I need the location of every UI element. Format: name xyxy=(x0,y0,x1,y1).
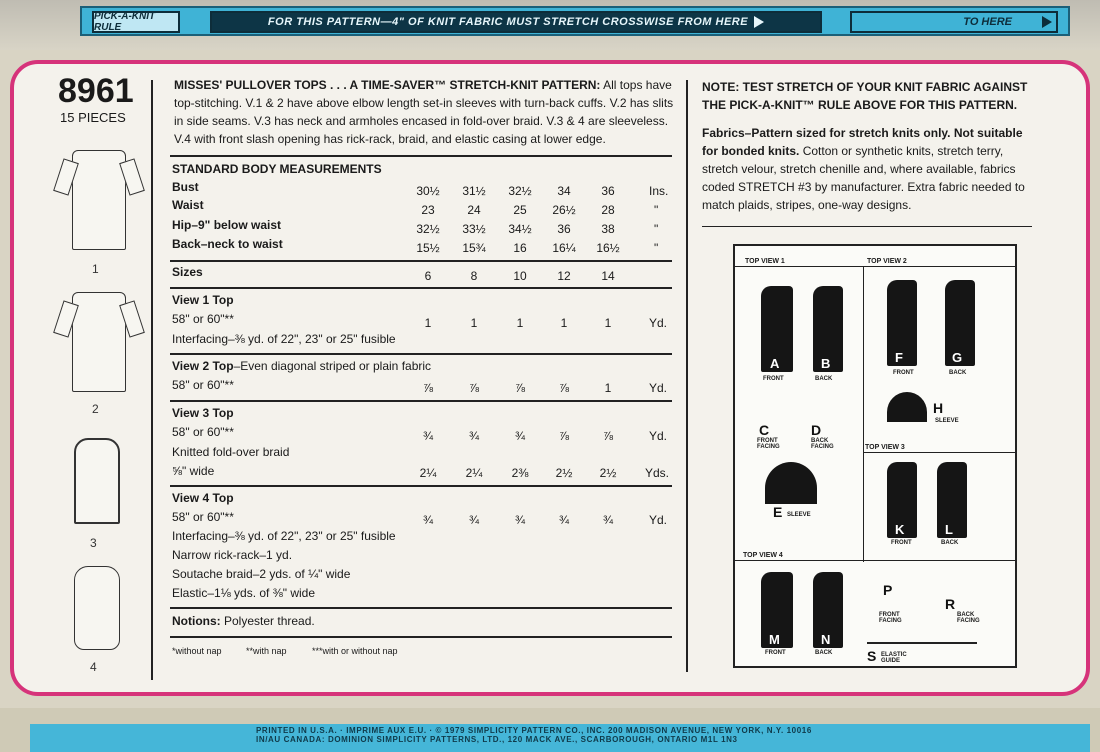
measure-unit: " xyxy=(654,222,659,236)
measurements-heading: STANDARD BODY MEASUREMENTS xyxy=(172,162,382,176)
measure-label: Waist xyxy=(172,198,204,212)
measure-value: 32½ xyxy=(416,222,440,236)
size-value: 14 xyxy=(601,269,615,283)
box-divider xyxy=(863,266,864,562)
pattern-number: 8961 xyxy=(58,72,134,110)
piece-label: FRONT xyxy=(893,370,914,376)
measure-label: Bust xyxy=(172,180,199,194)
measure-value: 34½ xyxy=(508,222,532,236)
piece-label: ELASTIC GUIDE xyxy=(881,652,907,664)
sketch-number: 1 xyxy=(92,262,99,276)
piece-letter: M xyxy=(769,632,780,647)
sketch-view-3 xyxy=(74,438,120,524)
sketch-view-1 xyxy=(72,150,126,250)
piece-label: FRONT FACING xyxy=(879,612,902,624)
measure-unit: Ins. xyxy=(649,184,669,198)
yardage-label: Narrow rick-rack–1 yd. xyxy=(172,548,293,562)
footnote: ***with or without nap xyxy=(312,646,398,656)
measure-value: 36 xyxy=(601,184,615,198)
top-view-label: TOP VIEW 2 xyxy=(867,258,907,265)
sketch-number: 4 xyxy=(90,660,97,674)
piece-label: FRONT xyxy=(765,650,786,656)
yardage-unit: Yd. xyxy=(649,429,668,443)
yardage-value: 1 xyxy=(604,381,612,395)
yardage-value: ⅞ xyxy=(468,381,479,395)
measure-value: 15½ xyxy=(416,241,440,255)
piece-letter: C xyxy=(759,422,770,438)
arrow-right-icon xyxy=(754,16,764,28)
measure-value: 36 xyxy=(557,222,571,236)
section-divider xyxy=(170,607,672,609)
piece-letter: G xyxy=(952,350,963,365)
piece-h xyxy=(887,392,927,422)
measure-value: 28 xyxy=(601,203,615,217)
measure-value: 24 xyxy=(467,203,481,217)
yardage-unit: Yd. xyxy=(649,513,668,527)
measure-value: 16½ xyxy=(596,241,620,255)
yardage-value: 2⅜ xyxy=(511,466,529,480)
piece-label: SLEEVE xyxy=(935,418,959,424)
rule-instruction: FOR THIS PATTERN—4" OF KNIT FABRIC MUST STRETCH CROSSWISE FROM HERE xyxy=(210,11,822,33)
yardage-value: 1 xyxy=(424,316,432,330)
yardage-value: ¾ xyxy=(422,429,433,443)
pattern-description: MISSES' PULLOVER TOPS . . . A TIME-SAVER™ STRETCH-KNIT PATTERN: All tops have top-stitching. V.1 & 2 have above elbow length set-in sleeves with turn-back cuffs. V.2 has slits in side seams. V.3 has neck and armholes encased in fold-over braid. V.3 & 4 are sleeveless. V.4 with front slash opening has rick-rack, braid, and elastic casing at lower edge. xyxy=(174,78,674,146)
piece-letter: N xyxy=(821,632,831,647)
stretch-note: NOTE: TEST STRETCH OF YOUR KNIT FABRIC AGAINST THE PICK-A-KNIT™ RULE ABOVE FOR THIS PATTERN. Fabrics–Pattern sized for stretch knits only. Not suitable for bonded knits. Cotton or synthetic knits, stretch terry, stretch velour, stretch chenille and, where available, fabrics coded STRETCH #3 by manufacturer. Extra fabric needed to match plaids, stripes, one-way designs. xyxy=(702,78,1032,214)
yardage-label: 58" or 60"** xyxy=(172,510,234,524)
yardage-unit: Yd. xyxy=(649,316,668,330)
yardage-value: ⅞ xyxy=(422,381,433,395)
view-2-title: View 2 Top–Even diagonal striped or plain fabric xyxy=(172,359,432,373)
yardage-label: 58" or 60"** xyxy=(172,312,234,326)
piece-label: BACK xyxy=(949,370,967,376)
measure-value: 25 xyxy=(513,203,527,217)
yardage-value: ⅞ xyxy=(558,381,569,395)
measure-value: 26½ xyxy=(552,203,576,217)
measure-value: 38 xyxy=(601,222,615,236)
rule-logo: PICK-A-KNIT RULE xyxy=(92,11,180,33)
measure-value: 16¼ xyxy=(552,241,576,255)
footnote: **with nap xyxy=(246,646,287,656)
column-divider xyxy=(686,80,688,672)
size-value: 12 xyxy=(557,269,571,283)
yardage-value: 1 xyxy=(470,316,478,330)
elastic-guide-line xyxy=(867,642,977,644)
yardage-value: ⅞ xyxy=(558,429,569,443)
measure-value: 32½ xyxy=(508,184,532,198)
measure-value: 23 xyxy=(421,203,435,217)
top-view-label: TOP VIEW 3 xyxy=(865,444,905,451)
measure-label: Back–neck to waist xyxy=(172,237,283,251)
yardage-value: 2½ xyxy=(555,466,573,480)
size-value: 6 xyxy=(424,269,432,283)
piece-letter: B xyxy=(821,356,831,371)
yardage-value: ⅞ xyxy=(514,381,525,395)
yardage-label: Interfacing–⅜ yd. of 22", 23" or 25" fusible xyxy=(172,332,396,346)
yardage-value: ¾ xyxy=(468,429,479,443)
view-4-title: View 4 Top xyxy=(172,491,234,505)
footnote: *without nap xyxy=(172,646,222,656)
yardage-value: ¾ xyxy=(514,513,525,527)
top-view-label: TOP VIEW 4 xyxy=(743,552,783,559)
piece-label: BACK xyxy=(815,650,833,656)
measure-label: Hip–9" below waist xyxy=(172,218,282,232)
piece-letter: E xyxy=(773,504,783,520)
piece-label: BACK FACING xyxy=(811,438,834,450)
piece-label: BACK FACING xyxy=(957,612,980,624)
yardage-value: 1 xyxy=(560,316,568,330)
section-divider xyxy=(170,485,672,487)
piece-label: FRONT xyxy=(891,540,912,546)
size-value: 10 xyxy=(513,269,527,283)
box-divider xyxy=(735,560,1015,561)
piece-letter: S xyxy=(867,648,877,664)
view-1-title: View 1 Top xyxy=(172,293,234,307)
piece-label: BACK xyxy=(941,540,959,546)
yardage-label: ⅝" wide xyxy=(172,464,215,478)
section-divider xyxy=(170,353,672,355)
section-divider xyxy=(702,226,1032,227)
yardage-value: ¾ xyxy=(422,513,433,527)
piece-label: FRONT FACING xyxy=(757,438,780,450)
yardage-value: 1 xyxy=(516,316,524,330)
sketch-view-4 xyxy=(74,566,120,650)
measure-value: 16 xyxy=(513,241,527,255)
pick-a-knit-rule xyxy=(80,6,1070,36)
piece-label: SLEEVE xyxy=(787,512,811,518)
yardage-label: 58" or 60"** xyxy=(172,425,234,439)
piece-letter: F xyxy=(895,350,903,365)
arrow-right-icon xyxy=(1042,16,1052,28)
piece-label: FRONT xyxy=(763,376,784,382)
yardage-value: ⅞ xyxy=(602,429,613,443)
piece-e xyxy=(765,462,817,504)
piece-letter: R xyxy=(945,596,956,612)
measure-value: 33½ xyxy=(462,222,486,236)
piece-letter: P xyxy=(883,582,893,598)
section-divider xyxy=(170,260,672,262)
yardage-value: ¾ xyxy=(558,513,569,527)
sketch-number: 3 xyxy=(90,536,97,550)
sizes-label: Sizes xyxy=(172,265,203,279)
piece-letter: D xyxy=(811,422,822,438)
yardage-value: 1 xyxy=(604,316,612,330)
pieces-count: 15 PIECES xyxy=(60,110,126,125)
yardage-label: Interfacing–⅜ yd. of 22", 23" or 25" fusible xyxy=(172,529,396,543)
yardage-value: 2¼ xyxy=(419,466,437,480)
sketch-view-2 xyxy=(72,292,126,392)
sketch-number: 2 xyxy=(92,402,99,416)
view-3-title: View 3 Top xyxy=(172,406,234,420)
piece-label: BACK xyxy=(815,376,833,382)
measure-value: 34 xyxy=(557,184,571,198)
printer-footer: PRINTED IN U.S.A. · IMPRIME AUX E.U. · © 1979 SIMPLICITY PATTERN CO., INC. 200 MADISON AVENUE, NEW YORK, N.Y. 10016 IN/AU CANADA: DOMINION SIMPLICITY PATTERNS, LTD., 120 MACK AVE., SCARBOROUGH, ONTARIO M1L 1N3 xyxy=(256,726,812,744)
piece-letter: H xyxy=(933,400,944,416)
yardage-value: ¾ xyxy=(468,513,479,527)
column-divider xyxy=(151,80,153,680)
measure-unit: " xyxy=(654,241,659,255)
yardage-value: ¾ xyxy=(602,513,613,527)
size-value: 8 xyxy=(470,269,478,283)
section-divider xyxy=(170,287,672,289)
yardage-unit: Yds. xyxy=(645,466,670,480)
yardage-label: Elastic–1⅛ yds. of ⅜" wide xyxy=(172,586,315,600)
top-view-label: TOP VIEW 1 xyxy=(745,258,785,265)
box-divider xyxy=(863,452,1015,453)
section-divider xyxy=(170,400,672,402)
measure-value: 30½ xyxy=(416,184,440,198)
section-divider xyxy=(170,636,672,638)
box-divider xyxy=(735,266,1015,267)
yardage-label: Soutache braid–2 yds. of ¼" wide xyxy=(172,567,351,581)
yardage-value: 2½ xyxy=(599,466,617,480)
yardage-label: Knitted fold-over braid xyxy=(172,445,290,459)
piece-letter: A xyxy=(770,356,780,371)
yardage-label: 58" or 60"** xyxy=(172,378,234,392)
measure-unit: " xyxy=(654,203,659,217)
yardage-unit: Yd. xyxy=(649,381,668,395)
yardage-value: ¾ xyxy=(514,429,525,443)
piece-letter: L xyxy=(945,522,953,537)
notions: Notions: Polyester thread. xyxy=(172,614,315,628)
rule-end: TO HERE xyxy=(850,11,1058,33)
measure-value: 31½ xyxy=(462,184,486,198)
spacer xyxy=(702,114,1032,124)
section-divider xyxy=(170,155,672,157)
yardage-value: 2¼ xyxy=(465,466,483,480)
piece-letter: K xyxy=(895,522,905,537)
measure-value: 15¾ xyxy=(462,241,486,255)
pattern-pieces-diagram xyxy=(733,244,1017,668)
